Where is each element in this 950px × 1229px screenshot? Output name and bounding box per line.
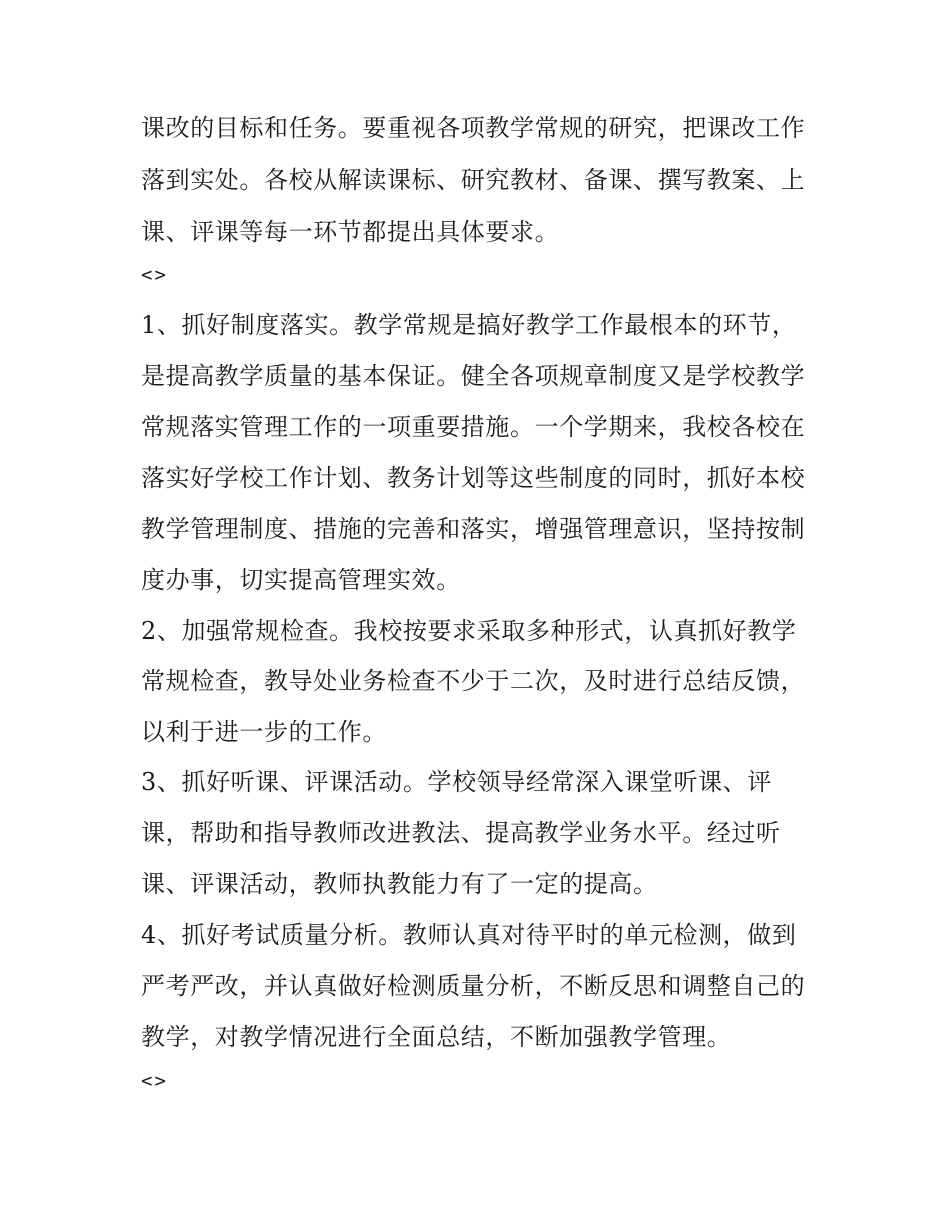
text-line: 落到实处。各校从解读课标、研究教材、备课、撰写教案、上 [141,166,806,194]
list-item-2-line: 2、加强常规检查。我校按要求采取多种形式，认真抓好教学 [141,617,797,645]
text-line: 常规检查，教导处业务检查不少于二次，及时进行总结反馈， [141,667,806,695]
text-line: 以利于进一步的工作。 [141,718,387,746]
text-line: 课改的目标和任务。要重视各项教学常规的研究，把课改工作 [141,114,806,142]
text-line: 落实好学校工作计划、教务计划等这些制度的同时，抓好本校 [141,464,806,492]
section-marker: <> [141,264,168,286]
text-line: 教学，对教学情况进行全面总结，不断加强教学管理。 [141,1023,732,1051]
text-line: 严考严改，并认真做好检测质量分析，不断反思和调整自己的 [141,972,806,1000]
list-item-1-line: 1、抓好制度落实。教学常规是搞好教学工作最根本的环节， [141,311,797,339]
text-line: 度办事，切实提高管理实效。 [141,566,461,594]
text-line: 常规落实管理工作的一项重要措施。一个学期来，我校各校在 [141,413,806,441]
section-marker: <> [141,1070,168,1092]
text-line: 是提高教学质量的基本保证。健全各项规章制度又是学校教学 [141,362,806,390]
list-item-3-line: 3、抓好听课、评课活动。学校领导经常深入课堂听课、评 [141,768,772,796]
text-line: 课，帮助和指导教师改进教法、提高教学业务水平。经过听 [141,819,781,847]
text-line: 课、评课活动，教师执教能力有了一定的提高。 [141,870,658,898]
list-item-4-line: 4、抓好考试质量分析。教师认真对待平时的单元检测，做到 [141,921,797,949]
text-line: 教学管理制度、措施的完善和落实，增强管理意识，坚持按制 [141,515,806,543]
text-line: 课、评课等每一环节都提出具体要求。 [141,218,560,246]
